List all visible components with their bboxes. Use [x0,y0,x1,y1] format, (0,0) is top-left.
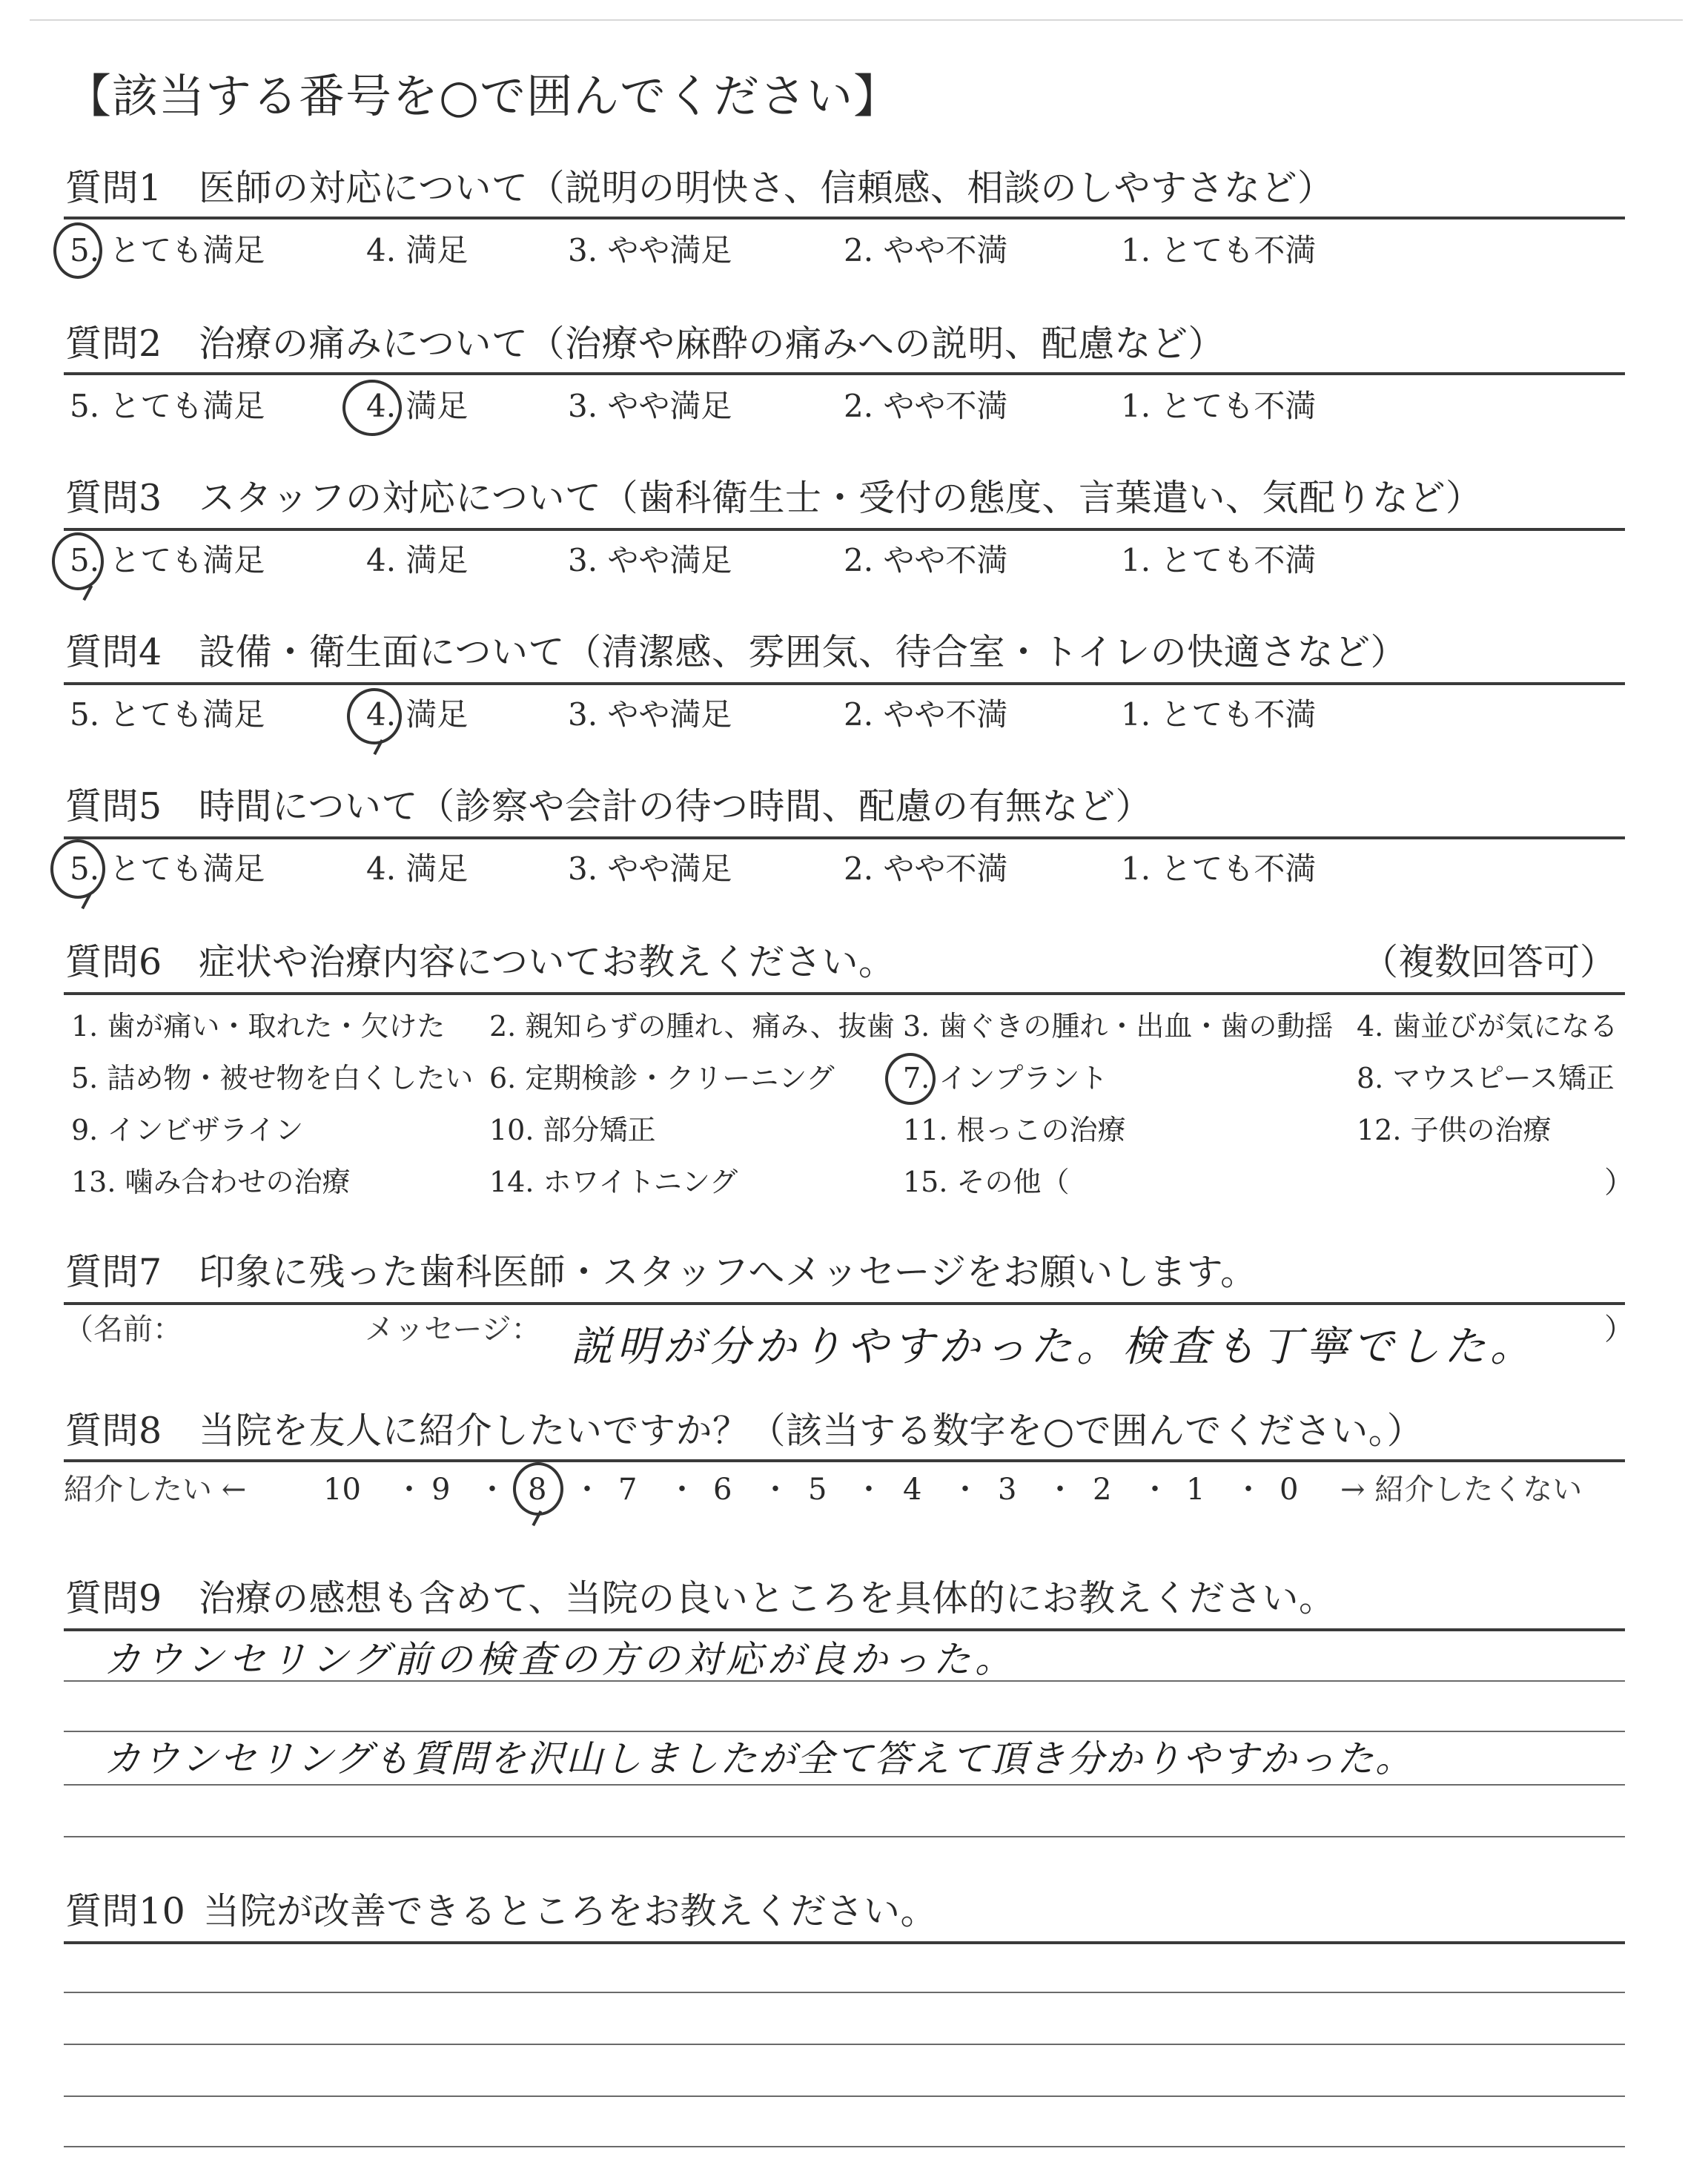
symptom-option[interactable]: 12. 子供の治療 [1357,1114,1552,1146]
scale-dot: ・ [761,1473,790,1507]
question-number: 質問10 [65,1890,186,1932]
symptom-option[interactable]: 2. 親知らずの腫れ、痛み、抜歯 [489,1010,895,1043]
symptom-option[interactable]: 8. マウスピース矯正 [1357,1062,1615,1094]
option-1[interactable]: 1. とても不満 [1121,232,1317,268]
option-3[interactable]: 3. やや満足 [568,696,732,733]
question-text: 印象に残った歯科医師・スタッフへメッセージをお願いします。 [199,1251,1257,1293]
question-7 [65,1249,1257,1296]
question-number: 質問4 [65,631,162,673]
symptom-option[interactable]: 1. 歯が痛い・取れた・欠けた [71,1010,446,1043]
question-1 [65,165,1334,212]
scale-2[interactable]: 2 [1093,1473,1112,1507]
answer-line [64,1992,1625,1993]
symptom-option[interactable]: 13. 噛み合わせの治療 [71,1166,351,1198]
question-rule [64,528,1625,531]
scale-3[interactable]: 3 [998,1473,1017,1507]
question-3 [65,475,1483,522]
symptom-option[interactable]: 5. 詰め物・被せ物を白くしたい [71,1062,474,1094]
question-text: スタッフの対応について（歯科衛生士・受付の態度、言葉遣い、気配りなど） [199,477,1483,519]
question-rule [64,217,1625,219]
selection-circle [513,1462,563,1516]
question-9 [65,1575,1336,1622]
question-number: 質問8 [65,1410,162,1452]
question-number: 質問2 [65,323,162,365]
symptom-option[interactable]: 9. インビザライン [71,1114,304,1146]
recommend-left-label: 紹介したい ← [64,1473,247,1507]
symptom-option[interactable]: 4. 歯並びが気になる [1357,1010,1618,1043]
scale-dot: ・ [477,1473,507,1507]
question-number: 質問9 [65,1577,162,1619]
option-4[interactable]: 4. 満足 [366,388,469,424]
question-text: 時間について（診察や会計の待つ時間、配慮の有無など） [199,785,1153,828]
option-5[interactable]: 5. とても満足 [70,851,265,887]
selection-circle [347,688,402,744]
question-number: 質問3 [65,477,162,519]
selection-circle [342,380,402,436]
scale-dot: ・ [1234,1473,1263,1507]
scale-dot: ・ [950,1473,980,1507]
option-4[interactable]: 4. 満足 [366,851,469,887]
scale-0[interactable]: 0 [1280,1473,1299,1507]
question-rule [64,992,1625,995]
question-6 [65,939,896,986]
symptom-option[interactable]: 14. ホワイトニング [489,1166,738,1198]
symptom-option[interactable]: 7. インプラント [903,1062,1108,1094]
answer-line [64,1836,1625,1837]
multiple-answer-note: （複数回答可） [1361,941,1616,983]
question-number: 質問5 [65,785,162,828]
answer-line [64,2044,1625,2045]
question-text: 症状や治療内容についてお教えください。 [199,941,896,983]
question-rule [64,1302,1625,1305]
selection-circle [885,1053,936,1105]
question-rule [64,1941,1625,1944]
option-1[interactable]: 1. とても不満 [1121,542,1317,578]
scale-5[interactable]: 5 [808,1473,827,1507]
question-8 [65,1407,1423,1455]
scale-dot: ・ [667,1473,697,1507]
option-1[interactable]: 1. とても不満 [1121,851,1317,887]
option-3[interactable]: 3. やや満足 [568,851,732,887]
scale-dot: ・ [1045,1473,1075,1507]
selection-circle [52,532,104,590]
option-1[interactable]: 1. とても不満 [1121,388,1317,424]
scale-dot: ・ [1140,1473,1170,1507]
selection-circle [53,222,102,279]
question-rule [64,1628,1625,1631]
scale-1[interactable]: 1 [1186,1473,1205,1507]
question-rule [64,682,1625,685]
option-4[interactable]: 4. 満足 [366,232,469,268]
top-rule [30,19,1683,21]
question-rule [64,372,1625,375]
scale-dot: ・ [572,1473,602,1507]
recommend-right-label: → 紹介したくない [1340,1473,1583,1507]
option-5[interactable]: 5. とても満足 [70,232,265,268]
question-text: 当院を友人に紹介したいですか？（該当する数字を○で囲んでください。） [199,1410,1424,1452]
name-label: （名前： [64,1312,182,1347]
symptom-option[interactable]: 6. 定期検診・クリーニング [489,1062,835,1094]
option-4[interactable]: 4. 満足 [366,696,469,733]
symptom-option[interactable]: 10. 部分矯正 [489,1114,656,1146]
option-2[interactable]: 2. やや不満 [844,696,1008,733]
option-2[interactable]: 2. やや不満 [844,232,1008,268]
option-2[interactable]: 2. やや不満 [844,851,1008,887]
question-number: 質問7 [65,1251,162,1293]
message-close-paren: ） [1604,1312,1634,1347]
scale-9[interactable]: 9 [431,1473,451,1507]
question-rule [64,836,1625,839]
option-2[interactable]: 2. やや不満 [844,542,1008,578]
scale-10[interactable]: 10 [323,1473,361,1507]
question-text: 治療の感想も含めて、当院の良いところを具体的にお教えください。 [199,1577,1336,1619]
scale-dot: ・ [394,1473,424,1507]
scale-6[interactable]: 6 [713,1473,732,1507]
symptom-option[interactable]: 3. 歯ぐきの腫れ・出血・歯の動揺 [903,1010,1334,1043]
option-5[interactable]: 5. とても満足 [70,542,265,578]
option-5[interactable]: 5. とても満足 [70,696,265,733]
scale-7[interactable]: 7 [618,1473,638,1507]
question-5 [65,783,1152,830]
selection-circle [50,839,105,899]
answer-line [64,2095,1625,2097]
question-number: 質問6 [65,941,162,983]
message-label: メッセージ： [365,1312,541,1347]
handwritten-answer-2: カウンセリングも質問を沢山しましたが全て答えて頂き分かりやすかった。 [104,1737,1414,1780]
option-3[interactable]: 3. やや満足 [568,542,732,578]
option-4[interactable]: 4. 満足 [366,542,469,578]
question-text: 医師の対応について（説明の明快さ、信頼感、相談のしやすさなど） [199,167,1334,209]
scale-8[interactable]: 8 [528,1473,547,1507]
handwritten-answer-1: カウンセリング前の検査の方の対応が良かった。 [104,1638,1016,1681]
question-10 [65,1888,937,1935]
option-5[interactable]: 5. とても満足 [70,388,265,424]
question-text: 当院が改善できるところをお教えください。 [203,1890,938,1932]
symptom-option[interactable]: 15. その他（ [903,1166,1070,1198]
option-1[interactable]: 1. とても不満 [1121,696,1317,733]
question-text: 治療の痛みについて（治療や麻酔の痛みへの説明、配慮など） [199,323,1225,365]
option-2[interactable]: 2. やや不満 [844,388,1008,424]
question-4 [65,629,1407,676]
scale-4[interactable]: 4 [903,1473,922,1507]
question-number: 質問1 [65,167,162,209]
question-rule [64,1459,1625,1462]
answer-line [64,2146,1625,2147]
option-3[interactable]: 3. やや満足 [568,388,732,424]
other-close-paren: ） [1604,1166,1634,1200]
option-3[interactable]: 3. やや満足 [568,232,732,268]
scale-dot: ・ [854,1473,884,1507]
question-2 [65,320,1225,368]
symptom-option[interactable]: 11. 根っこの治療 [903,1114,1126,1146]
question-text: 設備・衛生面について（清潔感、雰囲気、待合室・トイレの快適さなど） [199,631,1408,673]
answer-line [64,1784,1625,1786]
page-title: 【該当する番号を○で囲んでください】 [65,69,901,123]
answer-line [64,1731,1625,1732]
handwritten-message: 説明が分かりやすかった。検査も丁寧でした。 [571,1323,1536,1371]
